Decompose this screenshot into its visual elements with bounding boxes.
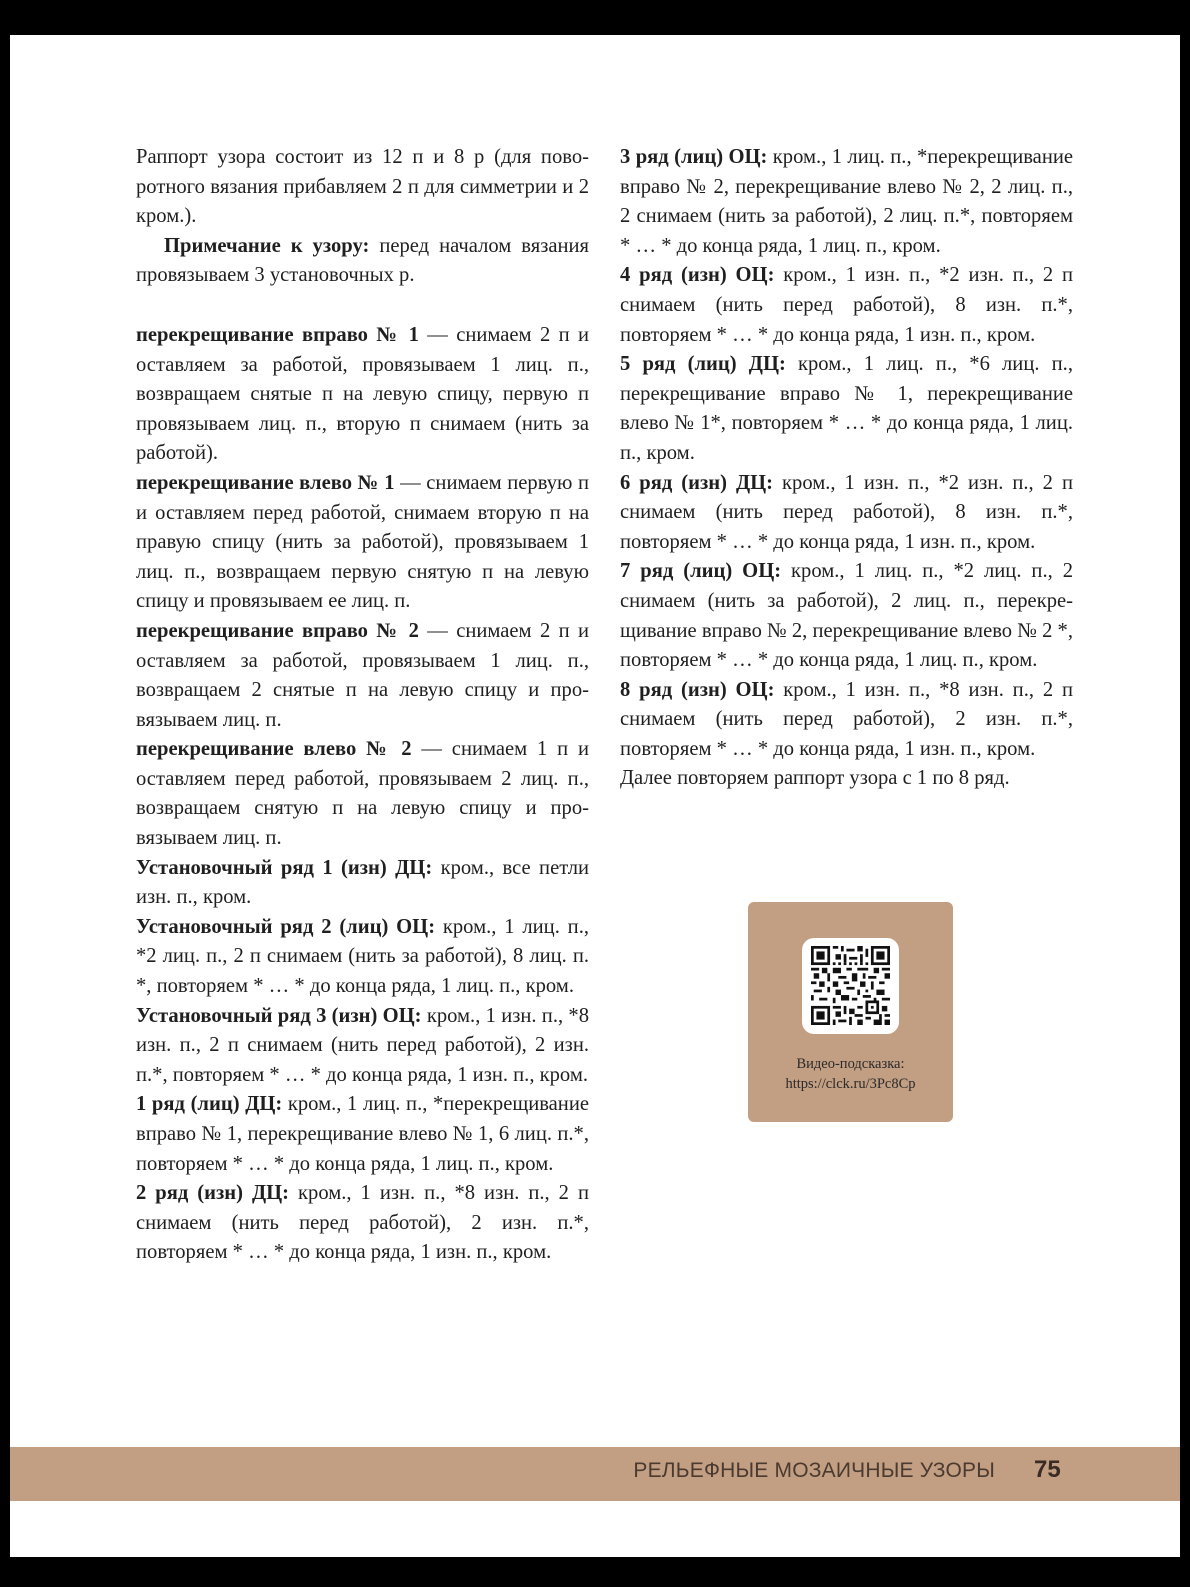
- definition-term: перекрещивание влево № 1: [136, 471, 395, 494]
- definition-term: перекрещивание вправо № 2: [136, 619, 419, 642]
- setup-row-label: Установочный ряд 3 (изн) ОЦ:: [136, 1004, 422, 1027]
- setup-row-text: кром., 1 лиц. п., *2 лиц. п., 2 п снимаем (нить за работой), 8 лиц. п. *, повторяем * … * до конца ряда, 1 лиц. п., кром.: [136, 915, 589, 998]
- qr-code-frame[interactable]: [802, 938, 899, 1034]
- pattern-row-label: 3 ряд (лиц) ОЦ:: [620, 146, 768, 168]
- section-title: РЕЛЬЕФНЫЕ МОЗАИЧНЫЕ УЗОРЫ: [633, 1459, 995, 1482]
- pattern-row-label: 1 ряд (лиц) ДЦ:: [136, 1093, 283, 1116]
- pattern-row-label: 5 ряд (лиц) ДЦ:: [620, 353, 786, 376]
- pattern-row-label: 8 ряд (изн) ОЦ:: [620, 678, 775, 701]
- pattern-row-text: кром., 1 изн. п., *2 изн. п., 2 п снимаем (нить перед работой), 8 изн. п.*, повторяем * … * до конца ряда, 1 изн. п., кром.: [620, 471, 1073, 553]
- book-page: [10, 35, 1180, 1557]
- pattern-row-text: кром., 1 изн. п., *8 изн. п., 2 п снимаем (нить перед работой), 2 изн. п.*, повторяем * … * до конца ряда, 1 изн. п., кром.: [620, 678, 1073, 760]
- left-column: [136, 143, 589, 1268]
- setup-row-label: Установочный ряд 1 (изн) ДЦ:: [136, 856, 433, 879]
- definition-item: [136, 469, 589, 617]
- definition-text: — снимаем 2 п и оставляем за работой, провязываем 1 лиц. п., возвращаем снятые п на левую спицу, первую п провязываем лиц. п., вторую п снимаем (нить за работой).: [136, 323, 589, 465]
- right-column: [620, 143, 1073, 794]
- rapport-paragraph: Раппорт узора состоит из 12 п и 8 р (для поворотного вязания прибавляем 2 п для симметрии и 2 кром.).: [136, 146, 589, 228]
- pattern-row-label: 2 ряд (изн) ДЦ:: [136, 1182, 290, 1205]
- definition-item: [136, 617, 589, 735]
- qr-caption: [748, 1054, 953, 1094]
- note-label: Примечание к узору:: [164, 234, 370, 257]
- pattern-row-label: 7 ряд (лиц) ОЦ:: [620, 560, 782, 583]
- pattern-row-text: кром., 1 лиц. п., *6 лиц. п., перекрещивание вправо № 1, перекрещивание влево № 1*, повторяем * … * до конца ряда, 1 лиц. п., кром.: [620, 353, 1073, 464]
- pattern-row-label: 4 ряд (изн) ОЦ:: [620, 264, 775, 287]
- pattern-row: [620, 350, 1073, 468]
- note-text: перед началом вязания провязываем 3 установочных р.: [136, 234, 589, 287]
- definition-term: перекрещивание вправо № 1: [136, 323, 419, 346]
- definition-text: — снимаем первую п и оставляем перед работой, снимаем вторую п на правую спицу (нить за работой), провязываем 1 лиц. п., возвращаем первую снятую п на левую спицу и провязываем ее лиц. п.: [136, 471, 589, 613]
- page-number: 75: [1034, 1456, 1061, 1483]
- setup-row-text: кром., 1 изн. п., *8 изн. п., 2 п снимаем (нить перед работой), 2 изн. п.*, повторяем * … * до конца ряда, 1 изн. п., кром.: [136, 1004, 589, 1086]
- pattern-row-text: кром., 1 лиц. п., *перекрещивание вправо № 2, перекрещивание влево № 2, 2 лиц. п., 2 снимаем (нить за работой), 2 лиц. п.*, повторяем * … * до конца ряда, 1 лиц. п., кром.: [620, 146, 1073, 257]
- definition-text: — снимаем 1 п и оставляем перед работой, провязываем 2 лиц. п., возвращаем снятую п на левую спицу и провязываем лиц. п.: [136, 738, 590, 850]
- pattern-row-text: кром., 1 лиц. п., *2 лиц. п., 2 снимаем (нить за работой), 2 лиц. п., перекрещивание вправо № 2, перекрещивание влево № 2 *, повторяем * … * до конца ряда, 1 лиц. п., кром.: [620, 560, 1074, 672]
- definition-item: [136, 321, 589, 469]
- setup-row: [136, 1002, 589, 1091]
- video-hint-card: [748, 902, 953, 1122]
- note-paragraph: [136, 232, 589, 291]
- definition-term: перекрещивание влево № 2: [136, 738, 412, 761]
- pattern-row-text: кром., 1 лиц. п., *перекрещивание вправо № 1, перекрещивание влево № 1, 6 лиц. п.*, повторяем * … * до конца ряда, 1 лиц. п., кром.: [136, 1093, 589, 1175]
- closing-paragraph: Далее повторяем раппорт узора с 1 по 8 ряд.: [620, 767, 1010, 790]
- pattern-row: [136, 1090, 589, 1179]
- pattern-row-text: кром., 1 изн. п., *2 изн. п., 2 п снимаем (нить перед работой), 8 изн. п.*, повторяем * … * до конца ряда, 1 изн. п., кром.: [620, 264, 1073, 346]
- setup-row: [136, 854, 589, 913]
- pattern-row: [136, 1179, 589, 1268]
- pattern-row: [620, 676, 1073, 765]
- setup-row: [136, 913, 589, 1002]
- pattern-row: [620, 469, 1073, 558]
- pattern-row: [620, 557, 1073, 675]
- qr-code-icon: [811, 946, 890, 1025]
- pattern-row: [620, 261, 1073, 350]
- pattern-row-text: кром., 1 изн. п., *8 изн. п., 2 п снимаем (нить перед работой), 2 изн. п.*, повторяем * … * до конца ряда, 1 изн. п., кром.: [136, 1182, 589, 1264]
- setup-row-label: Установочный ряд 2 (лиц) ОЦ:: [136, 915, 436, 938]
- footer-band: [10, 1447, 1180, 1501]
- pattern-row-label: 6 ряд (изн) ДЦ:: [620, 471, 774, 494]
- pattern-row: [620, 143, 1073, 261]
- setup-row-text: кром., все петли изн. п., кром.: [136, 856, 589, 909]
- qr-caption-title: Видео-подсказка:: [796, 1056, 905, 1072]
- definition-text: — снимаем 2 п и оставляем за работой, провязываем 1 лиц. п., возвращаем 2 снятые п на левую спицу и провязываем лиц. п.: [136, 619, 589, 731]
- qr-caption-url[interactable]: https://clck.ru/3Pc8Cp: [785, 1076, 916, 1092]
- definition-item: [136, 735, 589, 853]
